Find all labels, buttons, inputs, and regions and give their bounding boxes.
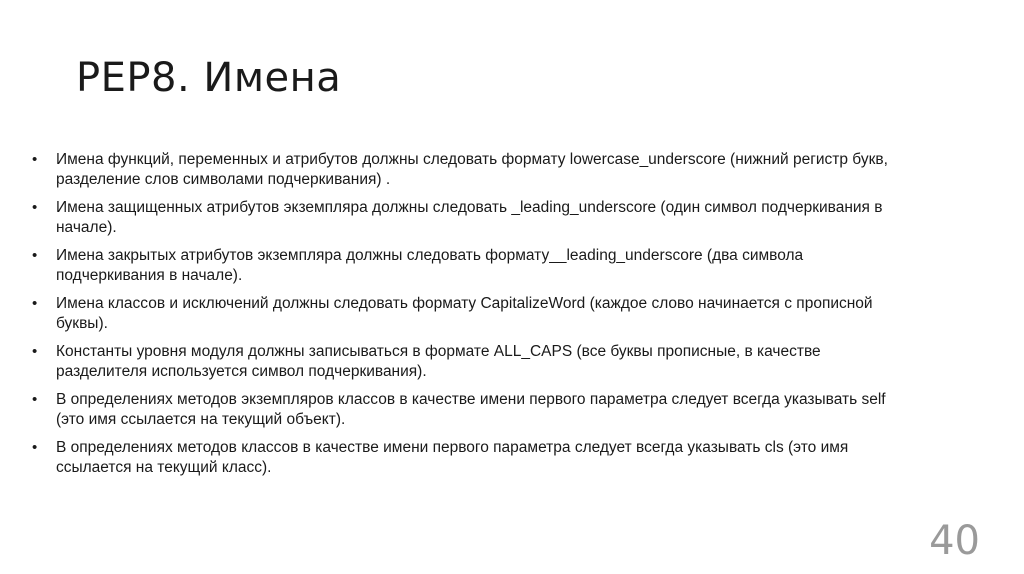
bullet-icon: • [32,343,38,360]
bullet-text: В определениях методов классов в качестве имени первого параметра следует всегда указывать cls (это имя ссылается на текущий класс). [56,439,849,476]
bullet-item [32,198,912,238]
slide-title: PEP8. Имена [76,55,342,101]
bullet-item [32,294,912,334]
bullet-text: В определениях методов экземпляров классов в качестве имени первого параметра следует всегда указывать self (это имя ссылается на текущий объект). [56,391,886,428]
bullet-text: Имена функций, переменных и атрибутов должны следовать формату lowercase_underscore (нижний регистр букв, разделение слов символами подчеркивания) . [56,151,888,188]
bullet-item [32,246,912,286]
page-number: 40 [929,518,980,564]
bullet-text: Имена защищенных атрибутов экземпляра должны следовать _leading_underscore (один символ подчеркивания в начале). [56,199,883,236]
bullet-icon: • [32,199,38,216]
bullet-text: Константы уровня модуля должны записываться в формате ALL_CAPS (все буквы прописные, в качестве разделителя используется символ подчеркивания). [56,343,821,380]
bullet-item [32,342,912,382]
bullet-icon: • [32,247,38,264]
bullet-item [32,150,912,190]
bullet-icon: • [32,295,38,312]
bullet-icon: • [32,391,38,408]
bullet-list [32,150,912,486]
bullet-icon: • [32,151,38,168]
bullet-item [32,438,912,478]
bullet-text: Имена закрытых атрибутов экземпляра должны следовать формату__leading_underscore (два символа подчеркивания в начале). [56,247,804,284]
bullet-text: Имена классов и исключений должны следовать формату CapitalizeWord (каждое слово начинается с прописной буквы). [56,295,873,332]
bullet-icon: • [32,439,38,456]
bullet-item [32,390,912,430]
